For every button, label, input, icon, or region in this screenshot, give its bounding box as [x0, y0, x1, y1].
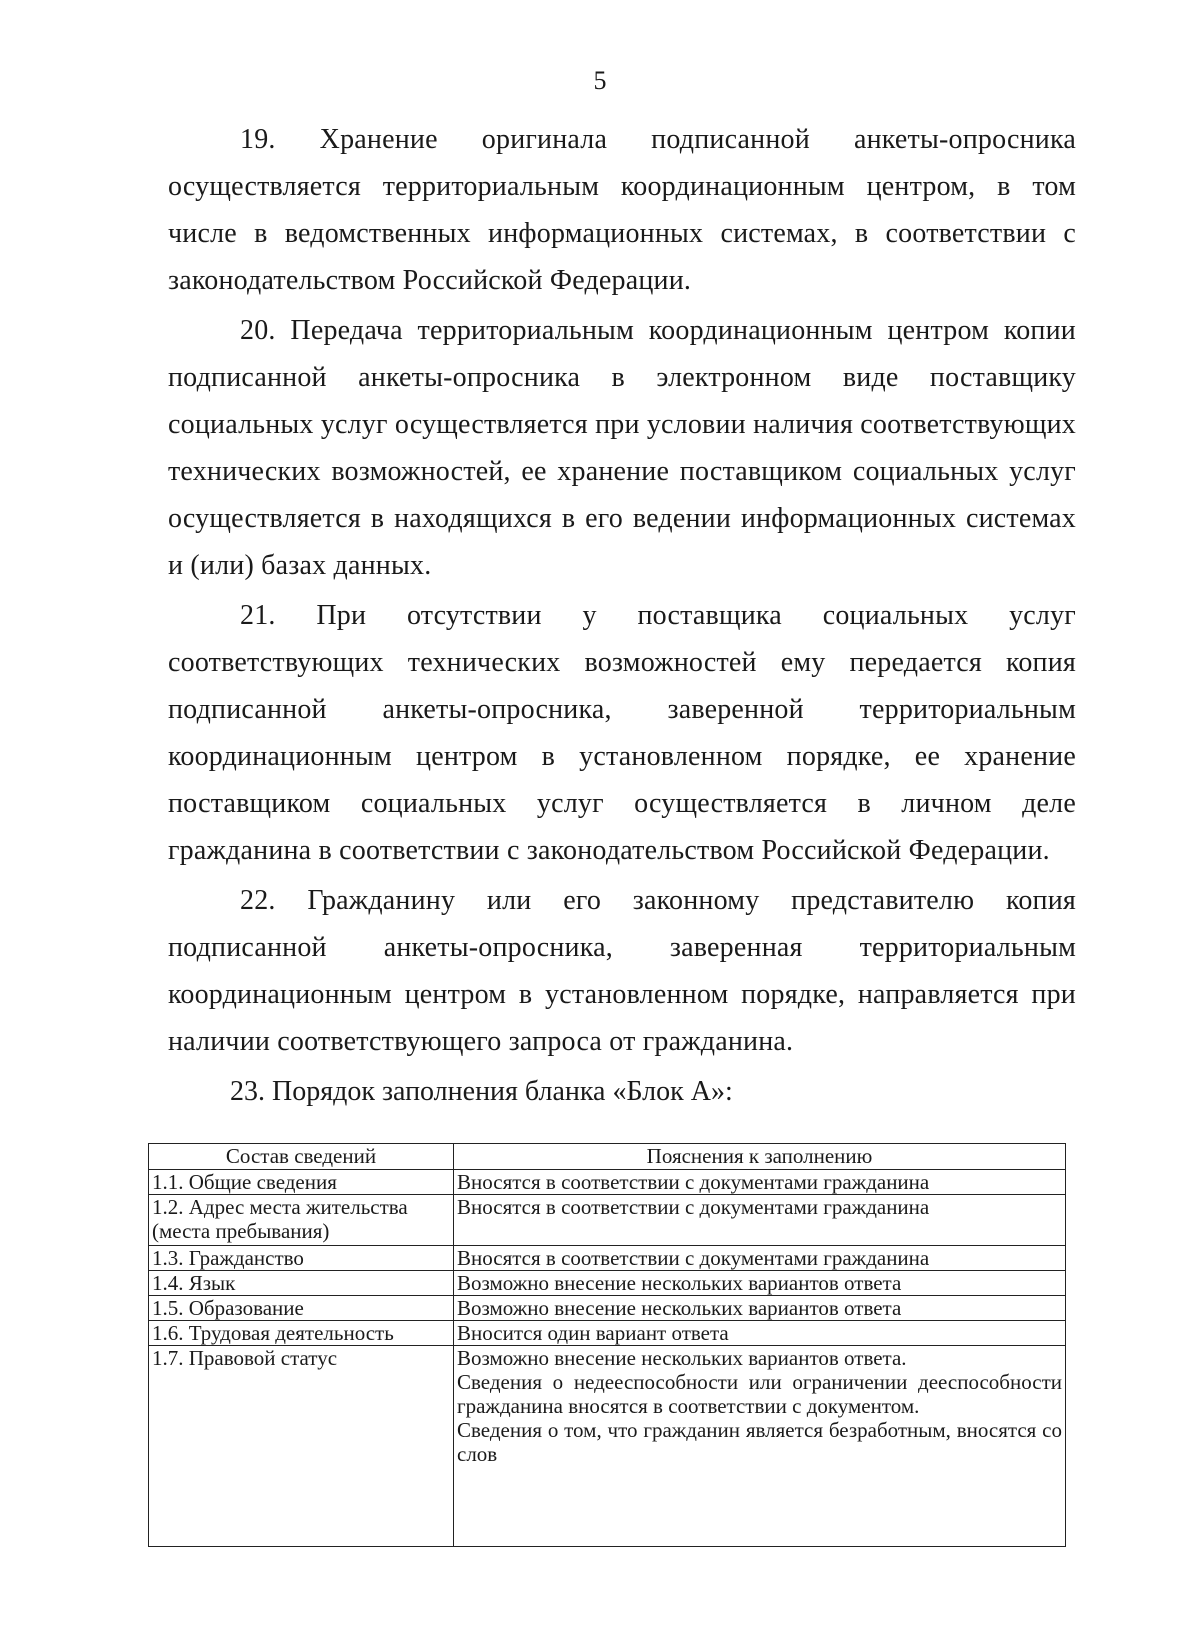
note-text: Сведения о том, что гражданин является безработным, вносятся со слов [457, 1418, 1062, 1466]
note-text: Вносится один вариант ответа [457, 1321, 729, 1345]
note-text: Вносятся в соответствии с документами гражданина [457, 1170, 930, 1194]
table-row [149, 1170, 1066, 1195]
row-note [454, 1321, 1066, 1346]
table-row [149, 1321, 1066, 1346]
note-text: Возможно внесение нескольких вариантов ответа [457, 1271, 902, 1295]
page-number: 5 [593, 66, 607, 95]
note-text: Вносятся в соответствии с документами гражданина [457, 1246, 930, 1270]
note-text: Сведения о недееспособности или ограничении дееспособности гражданина вносятся в соответствии с документом. [457, 1370, 1062, 1418]
paragraph-21: 21. При отсутствии у поставщика социальных услуг соответствующих технических возможностей ему передается копия подписанной анкеты-опросника, заверенной территориальным координационным центром в установленном порядке, ее хранение поставщиком социальных услуг осуществляется в личном деле гражданина в соответствии с законодательством Российской Федерации. [168, 600, 1076, 866]
header-explanations: Пояснения к заполнению [454, 1144, 1066, 1170]
row-note [454, 1271, 1066, 1296]
row-item: 1.7. Правовой статус [149, 1346, 454, 1547]
row-item: 1.4. Язык [149, 1271, 454, 1296]
paragraph-19: 19. Хранение оригинала подписанной анкеты-опросника осуществляется территориальным координационным центром, в том числе в ведомственных информационных системах, в соответствии с законодательством Российской Федерации. [168, 124, 1076, 296]
paragraph-22: 22. Гражданину или его законному представителю копия подписанной анкеты-опросника, заверенная территориальным координационным центром в установленном порядке, направляется при наличии соответствующего запроса от гражданина. [168, 885, 1076, 1057]
table-header-row [149, 1144, 1066, 1170]
table-row [149, 1296, 1066, 1321]
row-item: 1.5. Образование [149, 1296, 454, 1321]
header-composition: Состав сведений [149, 1144, 454, 1170]
paragraph-20: 20. Передача территориальным координационным центром копии подписанной анкеты-опросника в электронном виде поставщику социальных услуг осуществляется при условии наличия соответствующих технических возможностей, ее хранение поставщиком социальных услуг осуществляется в находящихся в его ведении информационных системах и (или) базах данных. [168, 315, 1076, 581]
document-body [168, 116, 1076, 1115]
row-note [454, 1346, 1066, 1547]
row-item: 1.6. Трудовая деятельность [149, 1321, 454, 1346]
block-a-table [148, 1143, 1066, 1547]
table-row [149, 1271, 1066, 1296]
note-text: Возможно внесение нескольких вариантов ответа. [457, 1346, 907, 1370]
row-item: 1.1. Общие сведения [149, 1170, 454, 1195]
row-item: 1.2. Адрес места жительства (места пребывания) [149, 1195, 454, 1246]
row-note [454, 1195, 1066, 1246]
table-row [149, 1246, 1066, 1271]
row-note [454, 1246, 1066, 1271]
table-row [149, 1346, 1066, 1547]
row-note [454, 1170, 1066, 1195]
note-text: Возможно внесение нескольких вариантов ответа [457, 1296, 902, 1320]
note-text: Вносятся в соответствии с документами гражданина [457, 1195, 930, 1219]
table-intro: 23. Порядок заполнения бланка «Блок А»: [230, 1076, 733, 1107]
table-row [149, 1195, 1066, 1246]
row-item: 1.3. Гражданство [149, 1246, 454, 1271]
row-note [454, 1296, 1066, 1321]
